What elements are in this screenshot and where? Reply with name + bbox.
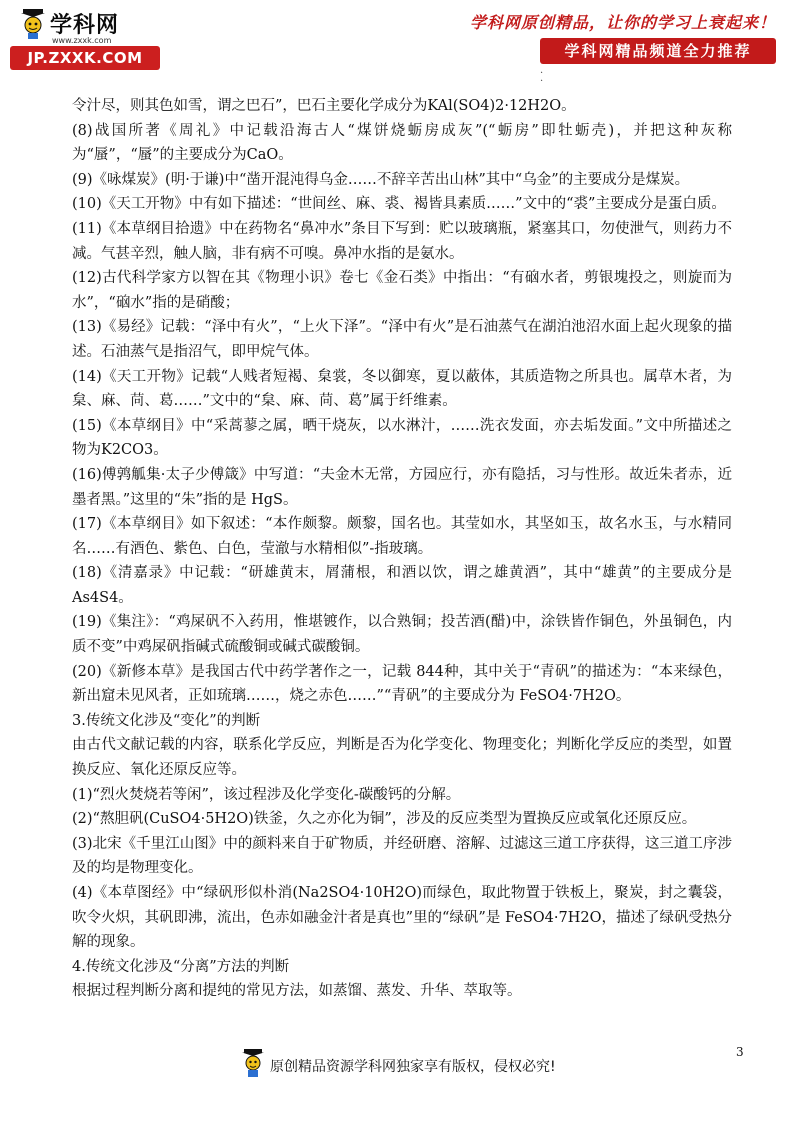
paragraph: 令汁尽，则其色如雪，谓之巴石”，巴石主要化学成分为KAl(SO4)2·12H2O。 [72,98,576,114]
paragraph: (15)《本草纲目》中“采蒿蓼之属，晒干烧灰，以水淋汁，……洗衣发面，亦去垢发面。”文中所描述之物为K2CO3。 [72,417,732,459]
paragraph: (9)《咏煤炭》(明·于谦)中“凿开混沌得乌金……不辞辛苦出山林”其中“乌金”的主要成分是煤炭。 [72,171,690,188]
logo-title: 学科网 [50,13,120,38]
decorative-dots: · · [540,68,544,87]
header-banner[interactable]: 学科网精品频道全力推荐 [564,42,752,60]
mascot-icon [240,1048,266,1078]
mascot-icon [18,8,48,40]
list-item: (2)“熬胆矾(CuSO4·5H2O)铁釜，久之亦化为铜”，涉及的反应类型为置换反应或氧化还原反应。 [72,811,697,828]
paragraph: (20)《新修本草》是我国古代中药学著作之一，记载 844种，其中关于“青矾”的描述为：“本来绿色，新出窟未见风者，正如琉璃……，烧之赤色……”“青矾”的主要成分为 FeSO4·7H2O。 [72,663,732,705]
paragraph: (12)古代科学家方以智在其《物理小识》卷七《金石类》中指出：“有硇水者，剪银塊投之，则旋而为水”，“硇水”指的是硝酸； [72,270,732,311]
section-heading: 4.传统文化涉及“分离”方法的判断 [72,958,290,975]
paragraph: (19)《集注》：“鸡屎矾不入药用，惟堪镀作，以合熟铜；投苦酒(醋)中，涂铁皆作铜色，外虽铜色，内质不变”中鸡屎矾指碱式硫酸铜或碱式碳酸铜。 [72,614,732,656]
paragraph: (8)战国所著《周礼》中记载沿海古人“煤饼烧蛎房成灰”(“蛎房”即牡蛎壳)，并把这种灰称为“蜃”，“蜃”的主要成分为CaO。 [72,122,732,164]
logo-subtitle: www.zxxk.com [52,36,112,45]
paragraph: (13)《易经》记载：“泽中有火”，“上火下泽”。“泽中有火”是石油蒸气在湖泊池沼水面上起火现象的描述。石油蒸气是指沼气，即甲烷气体。 [72,319,732,360]
header-slogan: 学科网原创精品，让你的学习上衰起来！ [469,13,776,32]
page-number: 3 [736,1045,744,1059]
list-item: (4)《本草图经》中“绿矾形似朴消(Na2SO4·10H2O)而绿色，取此物置于铁板上，聚炭，封之囊袋，吹令火炽，其矾即沸，流出，色赤如融金汁者是真也”里的“绿矾”是 FeSO4·7H2O，描述了绿矾受热分解的现象。 [72,885,732,951]
page-header [0,0,800,87]
section-heading: 3.传统文化涉及“变化”的判断 [72,712,261,729]
logo-domain: JP.ZXXK.COM [27,49,143,67]
list-item: (1)“烈火焚烧若等闲”，该过程涉及化学变化-碳酸钙的分解。 [72,786,461,803]
site-logo[interactable] [10,6,160,70]
paragraph: (14)《天工开物》记载“人贱者短褐、枲裳，冬以御寒，夏以蔽体，其质造物之所具也。属草木者，为枲、麻、苘、葛……”文中的“枲、麻、苘、葛”属于纤维素。 [72,368,732,410]
paragraph: (18)《清嘉录》中记载：“研雄黄末，屑蒲根，和酒以饮，谓之雄黄酒”，其中“雄黄”的主要成分是As4S4。 [72,565,732,606]
copyright-notice: 原创精品资源学科网独家享有版权，侵权必究! [270,1059,556,1075]
paragraph: (10)《天工开物》中有如下描述：“世间丝、麻、裘、褐皆具素质……”文中的“裘”主要成分是蛋白质。 [72,196,726,213]
paragraph: (17)《本草纲目》如下叙述：“本作颇黎。颇黎，国名也。其莹如水，其坚如玉，故名水玉，与水精同名……有酒色、紫色、白色，莹澈与水精相似”-指玻璃。 [72,516,732,557]
paragraph: (11)《本草纲目拾遗》中在药物名“鼻冲水”条目下写到：贮以玻璃瓶，紧塞其口，勿使泄气，则药力不减。气甚辛烈，触人脑，非有病不可嗅。鼻冲水指的是氨水。 [72,220,732,262]
list-item: (3)北宋《千里江山图》中的颜料来自于矿物质，并经研磨、溶解、过滤这三道工序获得，这三道工序涉及的均是物理变化。 [72,835,732,877]
document-body [72,94,732,1004]
paragraph: (16)傅鹑觚集·太子少傅箴》中写道：“夫金木无常，方园应行，亦有隐括，习与性形。故近朱者赤，近墨者黑。”这里的“朱”指的是 HgS。 [72,466,732,508]
page-footer [240,1048,580,1082]
section-intro: 由古代文献记载的内容，联系化学反应，判断是否为化学变化、物理变化；判断化学反应的类型，如置换反应、氧化还原反应等。 [72,737,732,779]
section-intro: 根据过程判断分离和提纯的常见方法，如蒸馏、蒸发、升华、萃取等。 [72,983,522,1000]
